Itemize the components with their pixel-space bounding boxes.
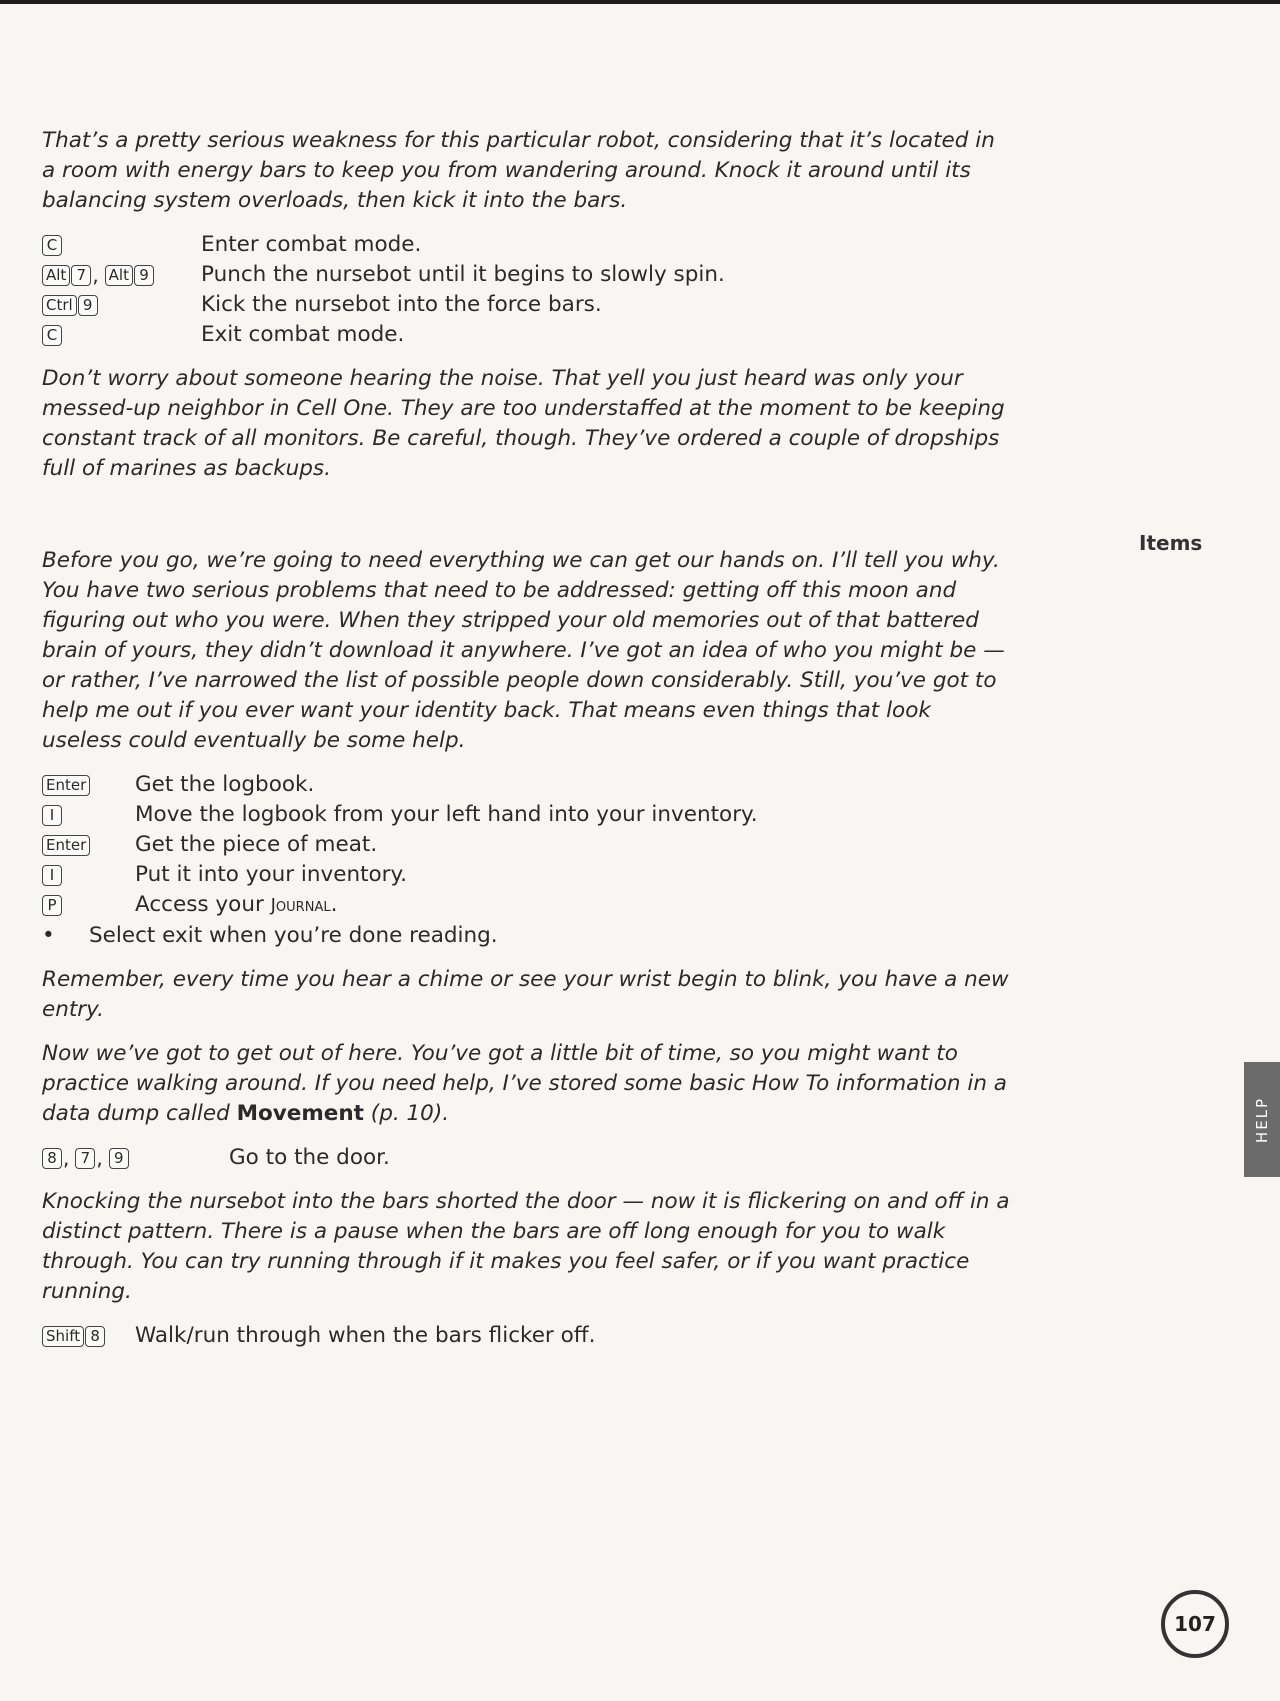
combat-command-list <box>42 230 1012 350</box>
key-ctrl: Ctrl <box>42 295 77 316</box>
top-rule <box>0 0 1280 4</box>
command-text: Walk/run through when the bars flicker off. <box>135 1323 596 1348</box>
key-alt: Alt <box>42 265 70 286</box>
key-9: 9 <box>109 1148 129 1169</box>
movement-reference: Movement <box>236 1101 364 1126</box>
command-row <box>42 890 1012 921</box>
paragraph-remember: Remember, every time you hear a chime or see your wrist begin to blink, you have a new entry. <box>42 967 1009 1022</box>
command-text: Enter combat mode. <box>201 232 422 257</box>
paragraph-practice: Now we’ve got to get out of here. You’ve got a little bit of time, so you might want to practice walking around. If you need help, I’ve stored some basic How To information in a data dump called Movement (p. 10). <box>42 1041 1007 1126</box>
command-text: Punch the nursebot until it begins to slowly spin. <box>201 262 725 287</box>
paragraph-noise: Don’t worry about someone hearing the noise. That yell you just heard was only your messed-up neighbor in Cell One. They are too understaffed at the moment to be keeping constant track of all monitors. Be careful, though. They’ve ordered a couple of dropships full of marines as backups. <box>42 366 1005 481</box>
command-text: Kick the nursebot into the force bars. <box>201 292 602 317</box>
command-row <box>42 260 1012 290</box>
command-row <box>42 860 1012 890</box>
command-text: Get the piece of meat. <box>135 832 378 857</box>
command-row <box>42 830 1012 860</box>
key-alt: Alt <box>105 265 133 286</box>
command-row <box>42 230 1012 260</box>
command-text: Access your Journal. <box>135 892 338 917</box>
bullet-marker: • <box>42 923 55 948</box>
key-9: 9 <box>78 295 98 316</box>
run-command-list <box>42 1321 1012 1351</box>
key-separator: , <box>92 263 99 287</box>
key-enter: Enter <box>42 775 90 796</box>
command-row <box>42 770 1012 800</box>
key-i: I <box>42 805 62 826</box>
journal-term: Journal <box>270 895 331 916</box>
door-command-list <box>42 1143 1012 1173</box>
key-7: 7 <box>71 265 91 286</box>
section-heading-items: Items <box>1139 531 1203 555</box>
command-row <box>42 1321 1012 1351</box>
command-text: Get the logbook. <box>135 772 315 797</box>
key-c: C <box>42 235 62 256</box>
main-column <box>42 126 1012 1365</box>
key-9: 9 <box>134 265 154 286</box>
command-text: Exit combat mode. <box>201 322 405 347</box>
command-text: Move the logbook from your left hand into your inventory. <box>135 802 758 827</box>
key-7: 7 <box>75 1148 95 1169</box>
key-c: C <box>42 325 62 346</box>
command-text: Go to the door. <box>229 1145 390 1170</box>
key-8: 8 <box>85 1326 105 1347</box>
key-shift: Shift <box>42 1326 84 1347</box>
key-enter: Enter <box>42 835 90 856</box>
paragraph-flicker: Knocking the nursebot into the bars shorted the door — now it is flickering on and off in a distinct pattern. There is a pause when the bars are off long enough for you to walk through. You can try running through if it makes you feel safer, or if you want practice running. <box>42 1189 1010 1304</box>
items-command-list <box>42 770 1012 951</box>
help-tab: HELP <box>1244 1062 1280 1177</box>
paragraph-weakness: That’s a pretty serious weakness for this particular robot, considering that it’s located in a room with energy bars to keep you from wandering around. Knock it around until its balancing system overloads, then kick it into the bars. <box>42 128 995 213</box>
key-p: P <box>42 895 62 916</box>
command-row <box>42 290 1012 320</box>
page-number: 107 <box>1161 1590 1229 1658</box>
bullet-row <box>42 921 1012 951</box>
command-row <box>42 800 1012 830</box>
key-i: I <box>42 865 62 886</box>
command-text: Put it into your inventory. <box>135 862 408 887</box>
command-text: Select exit when you’re done reading. <box>89 923 498 948</box>
command-row: 8 , 7 , 9 Go to the door. <box>42 1143 1012 1173</box>
paragraph-items-intro: Before you go, we’re going to need everything we can get our hands on. I’ll tell you why. You have two serious problems that need to be addressed: getting off this moon and figuring out who you were. When they stripped your old memories out of that battered brain of yours, they didn’t download it anywhere. I’ve got an idea of who you might be — or rather, I’ve narrowed the list of possible people down considerably. Still, you’ve got to help me out if you ever want your identity back. That means even things that look useless could eventually be some help. <box>42 548 1005 753</box>
key-8: 8 <box>42 1148 62 1169</box>
command-row <box>42 320 1012 350</box>
